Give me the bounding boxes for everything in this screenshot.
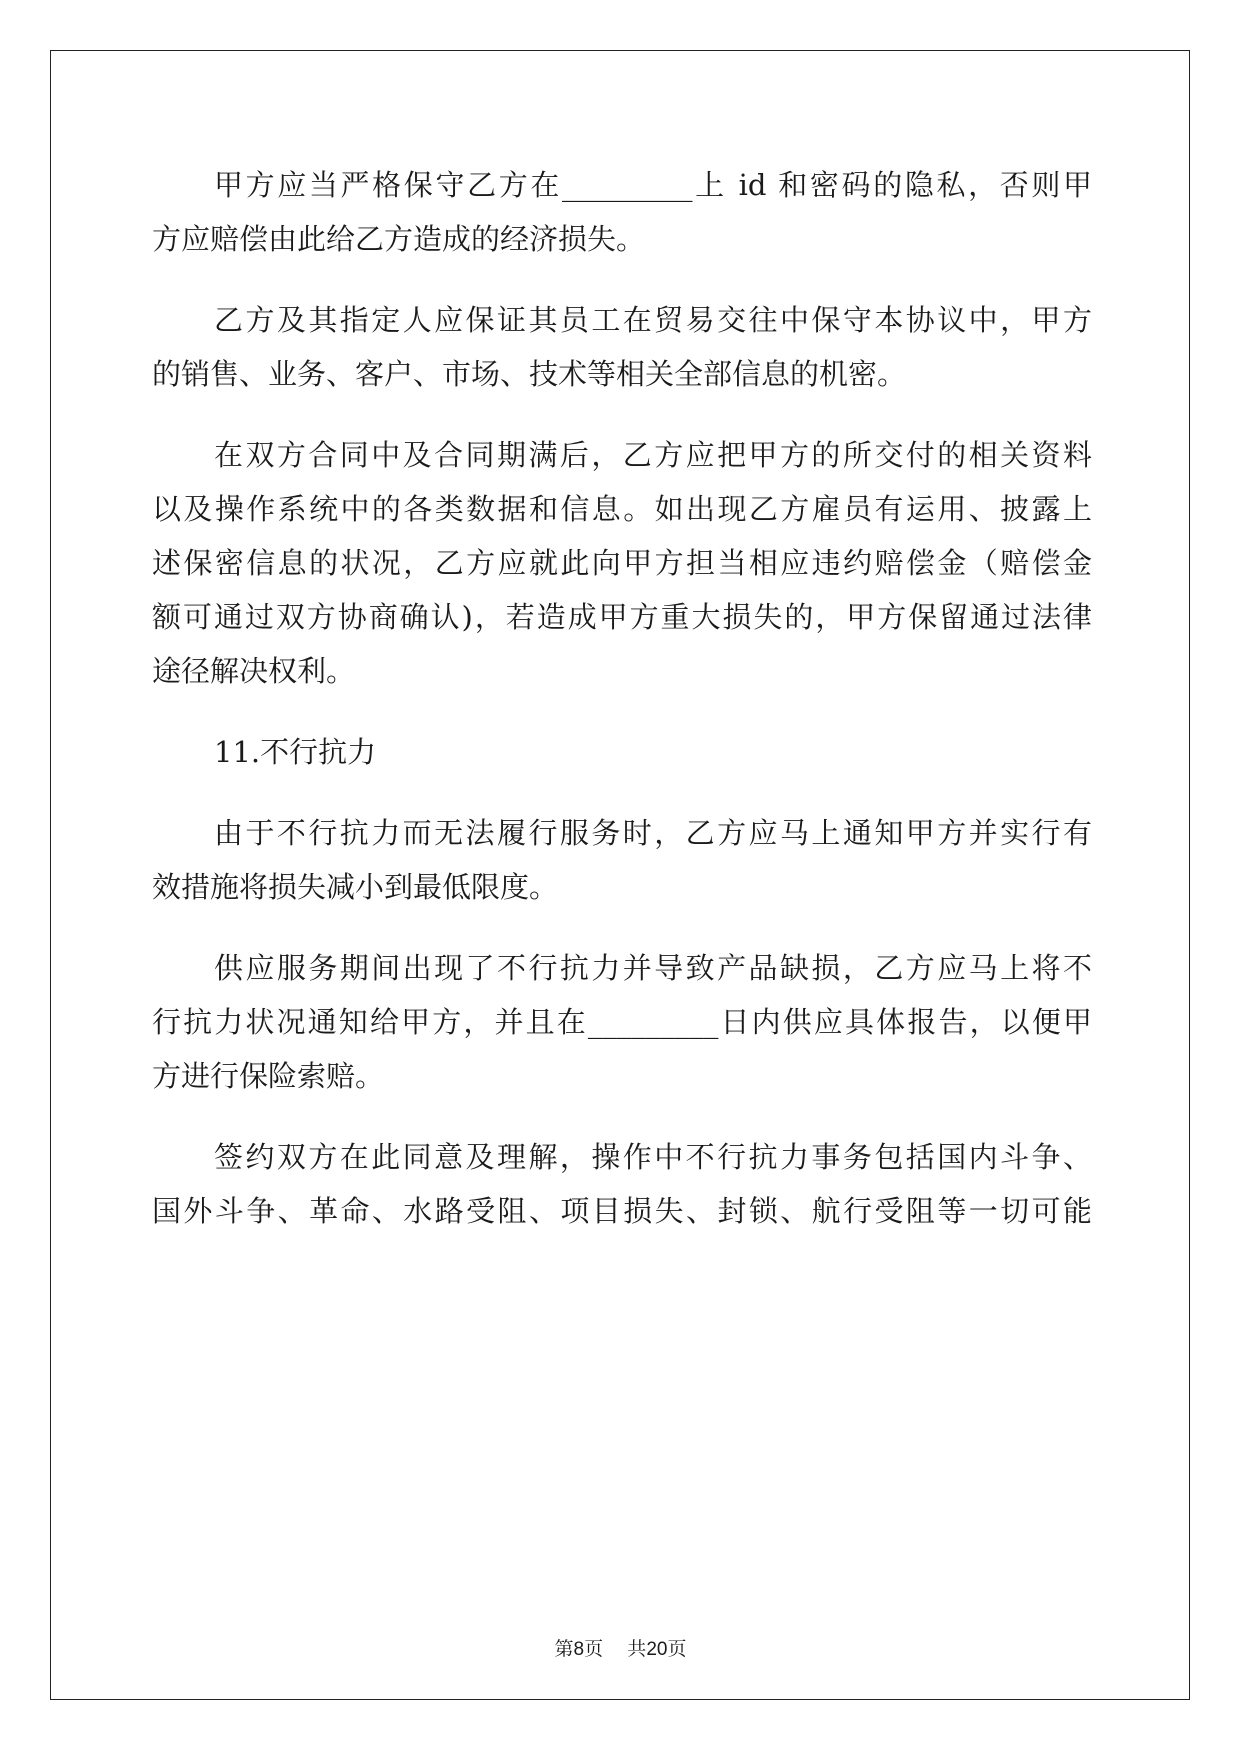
paragraph-7-line-1: 签约双方在此同意及理解，操作中不行抗力事务包括国内斗争、 <box>214 1140 1092 1174</box>
paragraph-3-line-5: 途径解决权利。 <box>152 654 356 688</box>
page-number: 8 <box>573 1639 585 1660</box>
total-suffix: 页 <box>667 1638 687 1660</box>
paragraph-6-line-2: 行抗力状况通知给甲方，并且在_________日内供应具体报告，以便甲 <box>152 1005 1092 1039</box>
paragraph-6-line-1: 供应服务期间出现了不行抗力并导致产品缺损，乙方应马上将不 <box>214 951 1092 985</box>
paragraph-3-line-3: 述保密信息的状况，乙方应就此向甲方担当相应违约赔偿金（赔偿金 <box>152 546 1092 580</box>
paragraph-6-line-3: 方进行保险索赔。 <box>152 1059 385 1093</box>
paragraph-1-line-1: 甲方应当严格保守乙方在_________上 id 和密码的隐私，否则甲 <box>214 168 1092 202</box>
paragraph-3-line-2: 以及操作系统中的各类数据和信息。如出现乙方雇员有运用、披露上 <box>152 492 1092 526</box>
page-suffix: 页 <box>584 1638 604 1660</box>
total-pages: 20 <box>646 1639 668 1660</box>
paragraph-1-line-2: 方应赔偿由此给乙方造成的经济损失。 <box>152 222 646 256</box>
paragraph-5-line-2: 效措施将损失减小到最低限度。 <box>152 870 559 904</box>
page-prefix: 第 <box>554 1638 574 1660</box>
paragraph-3-line-4: 额可通过双方协商确认)，若造成甲方重大损失的，甲方保留通过法律 <box>152 600 1092 634</box>
paragraph-3-line-1: 在双方合同中及合同期满后，乙方应把甲方的所交付的相关资料 <box>214 438 1092 472</box>
paragraph-5-line-1: 由于不行抗力而无法履行服务时，乙方应马上通知甲方并实行有 <box>214 816 1092 850</box>
section-heading-force-majeure: 11.不行抗力 <box>214 735 377 769</box>
paragraph-2-line-2: 的销售、业务、客户、市场、技术等相关全部信息的机密。 <box>152 357 907 391</box>
total-prefix: 共 <box>627 1638 647 1660</box>
document-body <box>152 158 1092 1238</box>
page-footer <box>0 1634 1241 1661</box>
paragraph-2-line-1: 乙方及其指定人应保证其员工在贸易交往中保守本协议中，甲方 <box>214 303 1092 337</box>
paragraph-7-line-2: 国外斗争、革命、水路受阻、项目损失、封锁、航行受阻等一切可能 <box>152 1194 1092 1228</box>
